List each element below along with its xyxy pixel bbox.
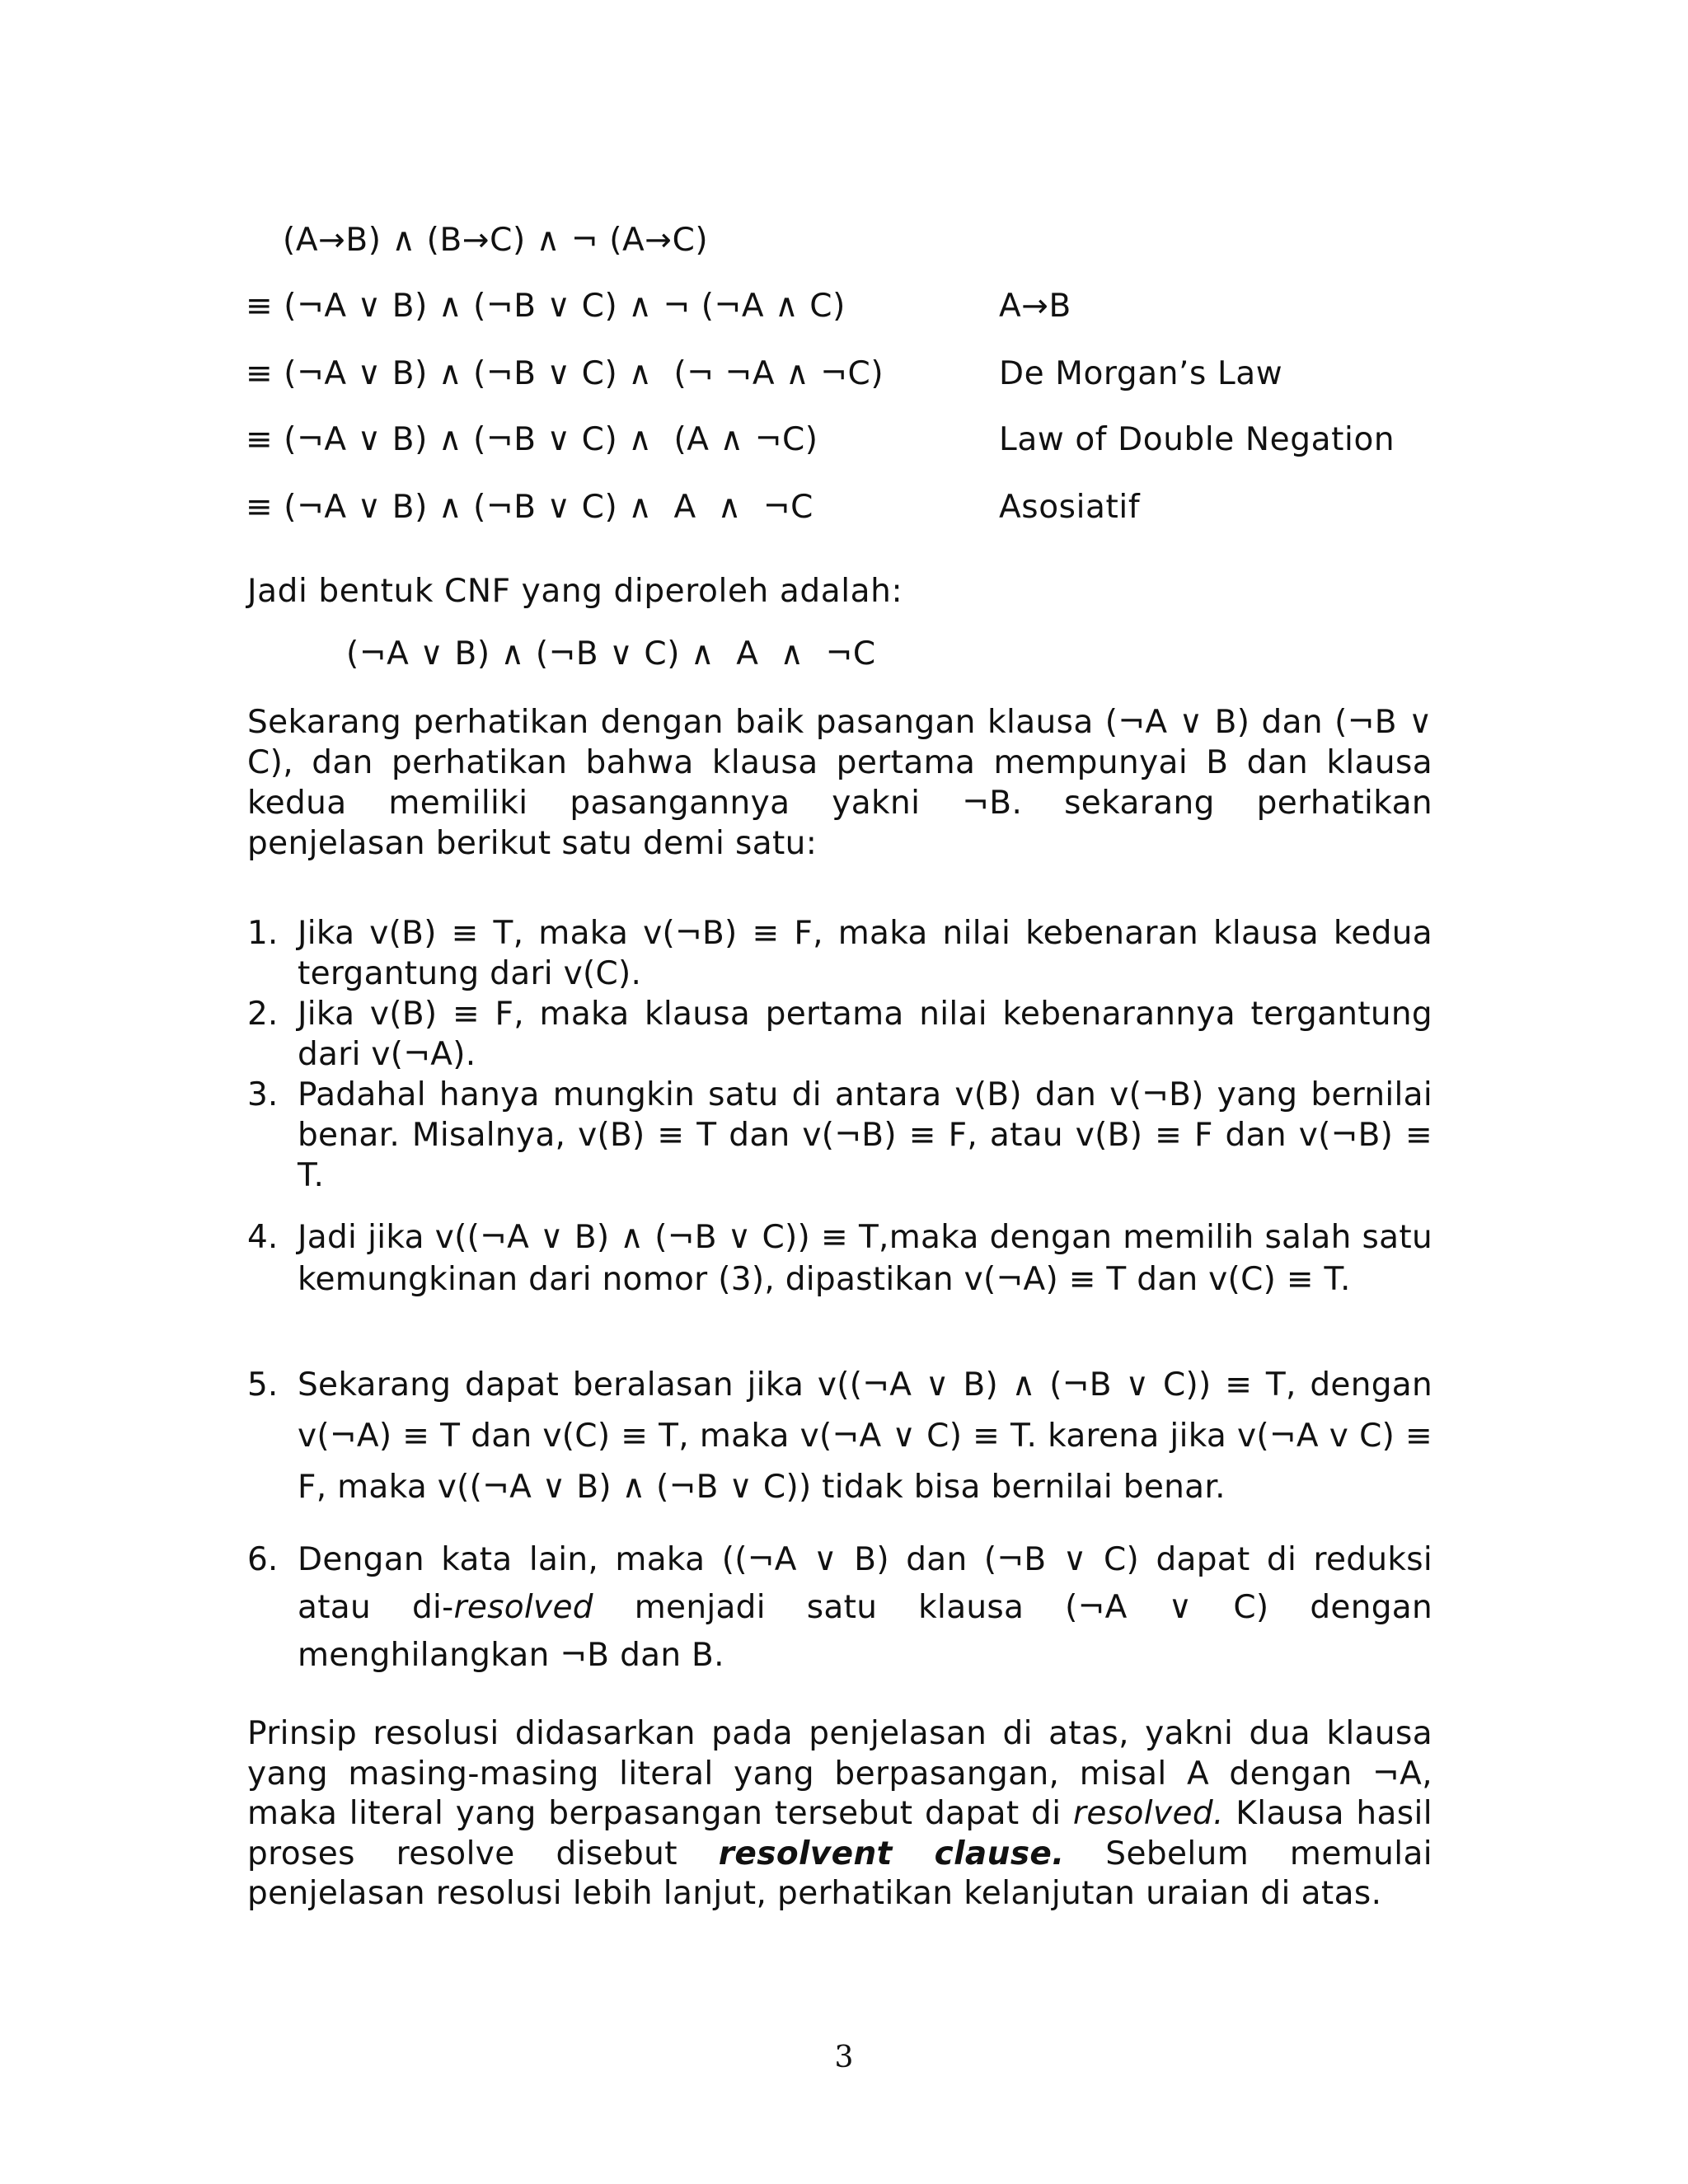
list-text: Jika v(B) ≡ F, maka klausa pertama nilai kebenarannya tergantung dari v(¬A). xyxy=(298,996,1432,1073)
derivation-rule-2: De Morgan’s Law xyxy=(999,355,1283,392)
derivation-start: (A→B) ∧ (B→C) ∧ ¬ (A→C) xyxy=(283,222,709,259)
derivation-step-4: ≡ (¬A ∨ B) ∧ (¬B ∨ C) ∧ A ∧ ¬C xyxy=(246,489,814,526)
paragraph-resolution-principle: Prinsip resolusi didasarkan pada penjelasan di atas, yakni dua klausa yang masing-masing literal yang berpasangan, misal A dengan ¬A, maka literal yang berpasangan tersebut dapat di resolved. Klausa hasil proses resolve disebut resolvent clause. Sebelum memulai penjelasan resolusi lebih lanjut, perhatikan kelanjutan uraian di atas. xyxy=(247,1715,1432,1912)
list-item xyxy=(247,994,1432,1075)
list-text: Dengan kata lain, maka ((¬A ∨ B) dan (¬B ∨ C) dapat di reduksi atau di-resolved menjadi satu klausa (¬A ∨ C) dengan menghilangkan ¬B dan B. xyxy=(298,1541,1432,1674)
list-number: 4. xyxy=(247,1219,279,1256)
list-item xyxy=(247,913,1432,994)
list-text: Jadi jika v((¬A ∨ B) ∧ (¬B ∨ C)) ≡ T,maka dengan memilih salah satu kemungkinan dari nomor (3), dipastikan v(¬A) ≡ T dan v(C) ≡ T. xyxy=(298,1219,1432,1298)
list-number: 5. xyxy=(247,1366,279,1404)
paragraph-clause-pair: Sekarang perhatikan dengan baik pasangan klausa (¬A ∨ B) dan (¬B ∨ C), dan perhatikan bahwa klausa pertama mempunyai B dan klausa kedua memiliki pasangannya yakni ¬B. sekarang perhatikan penjelasan berikut satu demi satu: xyxy=(247,704,1432,862)
derivation-step-1: ≡ (¬A ∨ B) ∧ (¬B ∨ C) ∧ ¬ (¬A ∧ C) xyxy=(246,288,846,325)
derivation-step-3: ≡ (¬A ∨ B) ∧ (¬B ∨ C) ∧ (A ∧ ¬C) xyxy=(246,421,818,458)
list-text: Jika v(B) ≡ T, maka v(¬B) ≡ F, maka nilai kebenaran klausa kedua tergantung dari v(C). xyxy=(298,915,1432,992)
page-number: 3 xyxy=(834,2041,854,2074)
list-item xyxy=(247,1536,1432,1680)
resolvent-clause-term: resolvent clause. xyxy=(718,1835,1065,1872)
list-number: 3. xyxy=(247,1076,279,1113)
list-number: 1. xyxy=(247,915,279,952)
list-text: Padahal hanya mungkin satu di antara v(B) dan v(¬B) yang bernilai benar. Misalnya, v(B) ≡ T dan v(¬B) ≡ F, atau v(B) ≡ F dan v(¬B) ≡ T. xyxy=(298,1076,1432,1194)
derivation-rule-1: A→B xyxy=(999,288,1071,325)
cnf-result: (¬A ∨ B) ∧ (¬B ∨ C) ∧ A ∧ ¬C xyxy=(346,635,876,673)
list-item xyxy=(247,1075,1432,1196)
list-number: 6. xyxy=(247,1541,279,1578)
cnf-intro: Jadi bentuk CNF yang diperoleh adalah: xyxy=(247,573,903,610)
derivation-rule-3: Law of Double Negation xyxy=(999,421,1395,458)
derivation-rule-4: Asosiatif xyxy=(999,489,1141,526)
list-item xyxy=(247,1360,1432,1513)
list-text: Sekarang dapat beralasan jika v((¬A ∨ B) ∧ (¬B ∨ C)) ≡ T, dengan v(¬A) ≡ T dan v(C) ≡ T, maka v(¬A ∨ C) ≡ T. karena jika v(¬A v C) ≡ F, maka v((¬A ∨ B) ∧ (¬B ∨ C)) tidak bisa bernilai benar. xyxy=(298,1366,1432,1506)
derivation-step-2: ≡ (¬A ∨ B) ∧ (¬B ∨ C) ∧ (¬ ¬A ∧ ¬C) xyxy=(246,355,884,392)
list-number: 2. xyxy=(247,996,279,1033)
list-item xyxy=(247,1216,1432,1301)
